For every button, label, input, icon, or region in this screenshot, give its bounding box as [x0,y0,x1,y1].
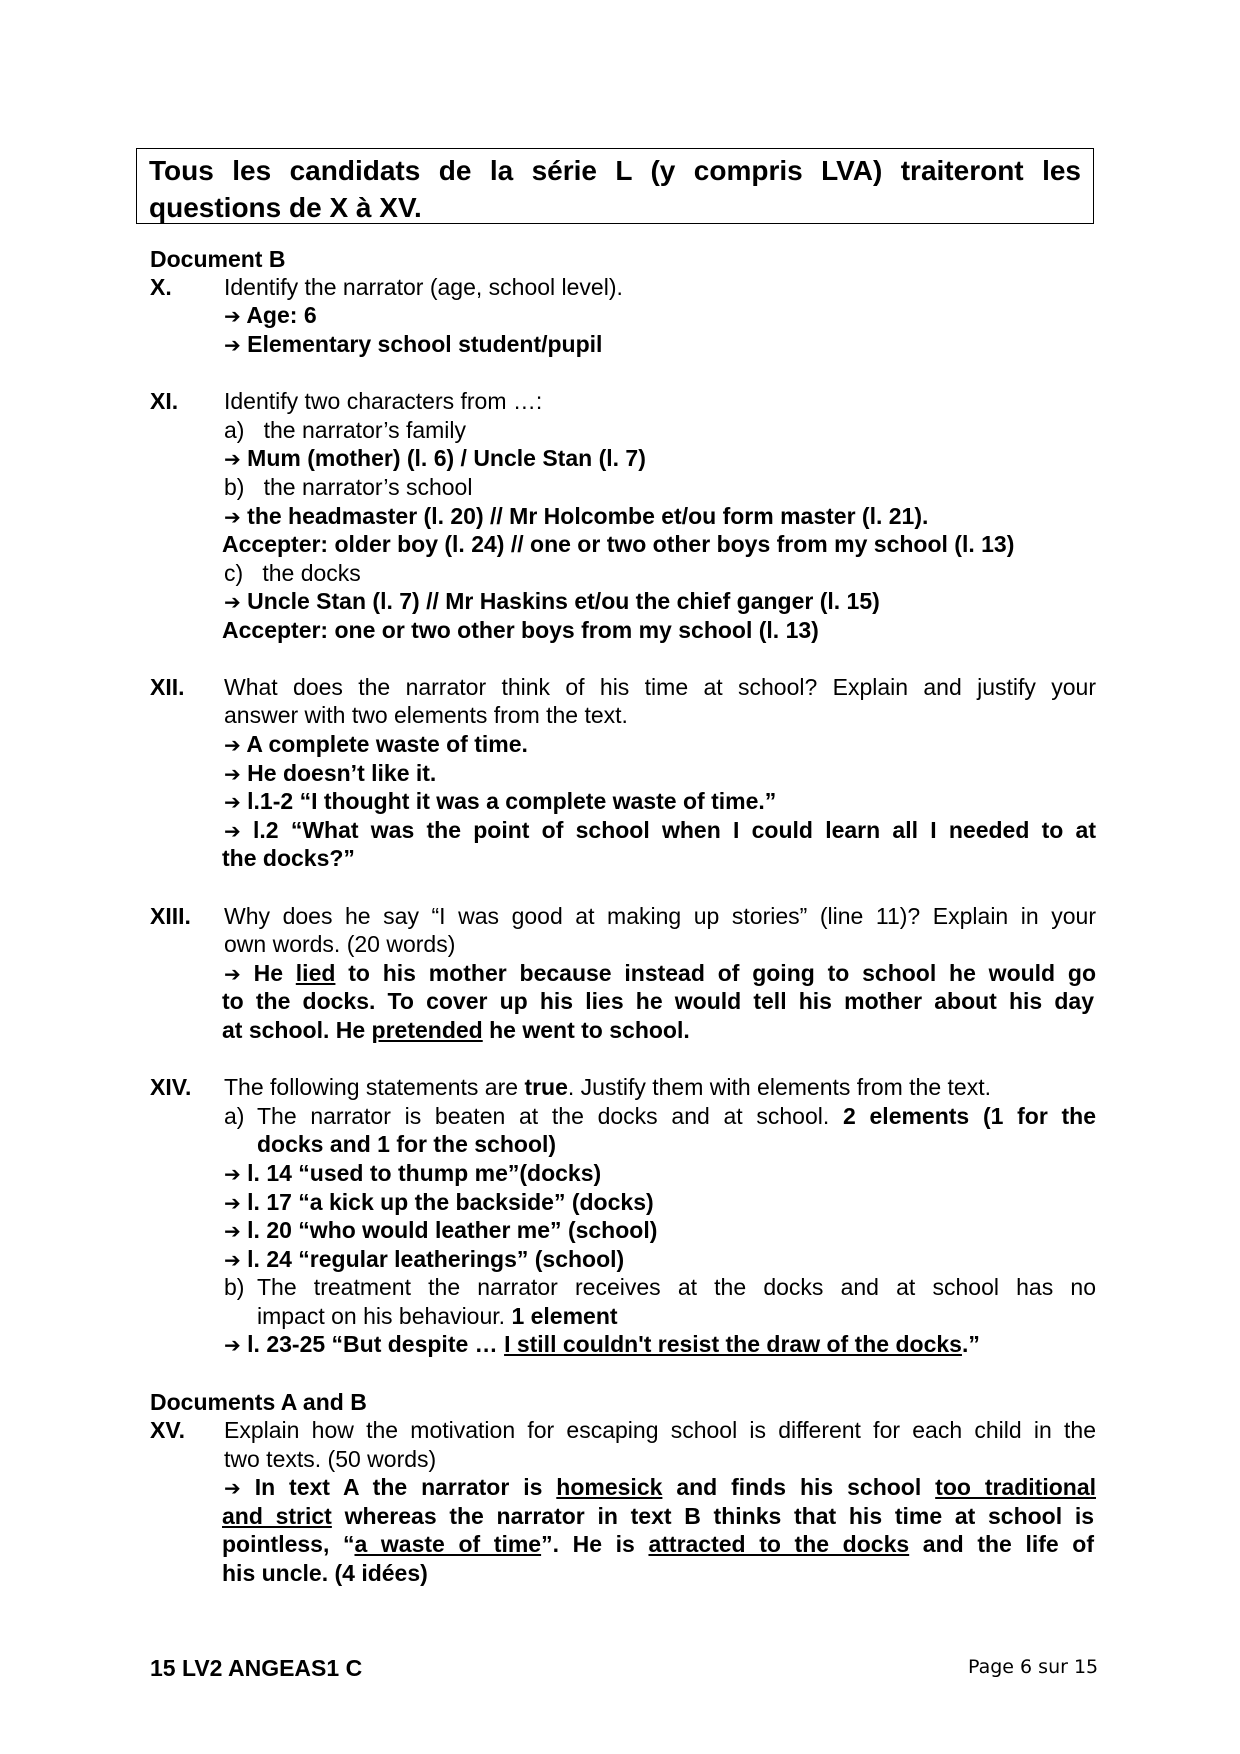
answer-line: ➔ He doesn’t like it. [224,760,437,786]
arrow-icon: ➔ [224,447,241,471]
question-number-xi: XI. [150,388,179,414]
arrow-icon: ➔ [224,304,241,328]
question-x-text: Identify the narrator (age, school level). [224,274,623,300]
question-xiii-text-2: own words. (20 words) [224,931,456,957]
arrow-icon: ➔ [224,1476,241,1500]
answer-line: ➔ He lied to his mother because instead of going to school he would go [224,960,1097,986]
arrow-icon: ➔ [224,333,241,357]
question-number-xii: XII. [150,674,185,700]
sub-question-b-text: The treatment the narrator receives at the docks and at school has no [257,1274,1096,1300]
answer-line: ➔ l.2 “What was the point of school when I could learn all I needed to at [224,817,1097,843]
answer-line-continued: his uncle. (4 idées) [222,1560,428,1586]
answer-line-continued: at school. He pretended he went to school. [222,1017,690,1043]
sub-question-b-label: b) [224,1274,245,1300]
question-number-xv: XV. [150,1417,185,1443]
arrow-icon: ➔ [224,733,241,757]
answer-line: ➔ l. 14 “used to thump me”(docks) [224,1160,602,1186]
arrow-icon: ➔ [224,962,241,986]
sub-question-a: a) the narrator’s family [224,417,467,443]
answer-line: ➔ Uncle Stan (l. 7) // Mr Haskins et/ou the chief ganger (l. 15) [224,588,880,614]
instructions-line-1: Tous les candidats de la série L (y compris LVA) traiteront les [149,155,1081,186]
arrow-icon: ➔ [224,1191,241,1215]
question-xii-text-2: answer with two elements from the text. [224,702,628,728]
arrow-icon: ➔ [224,1333,241,1357]
arrow-icon: ➔ [224,1248,241,1272]
answer-line: ➔ In text A the narrator is homesick and finds his school too traditional [224,1474,1096,1500]
arrow-icon: ➔ [224,762,241,786]
question-number-xiii: XIII. [150,903,191,929]
question-xi-text: Identify two characters from …: [224,388,543,414]
answer-line: ➔ l. 20 “who would leather me” (school) [224,1217,658,1243]
instructions-box [136,148,1094,224]
answer-line-continued: the docks?” [222,845,355,871]
answer-line: ➔ l. 17 “a kick up the backside” (docks) [224,1189,654,1215]
question-xv-text-1: Explain how the motivation for escaping school is different for each child in the [224,1417,1096,1443]
question-number-x: X. [150,274,172,300]
footer-page-number: Page 6 sur 15 [968,1656,1099,1678]
instructions-line-2: questions de X à XV. [149,192,422,223]
accepted-answer: Accepter: older boy (l. 24) // one or two other boys from my school (l. 13) [222,531,1015,557]
answer-line: ➔ Age: 6 [224,302,317,328]
answer-line: ➔ l. 23-25 “But despite … I still couldn't resist the draw of the docks.” [224,1331,980,1357]
question-number-xiv: XIV. [150,1074,192,1100]
sub-question-c: c) the docks [224,560,361,586]
arrow-icon: ➔ [224,790,241,814]
answer-line-continued: and strict whereas the narrator in text B thinks that his time at school is [222,1503,1095,1529]
answer-line: ➔ Mum (mother) (l. 6) / Uncle Stan (l. 7) [224,445,646,471]
answer-line-continued: to the docks. To cover up his lies he would tell his mother about his day [222,988,1094,1014]
sub-question-b: b) the narrator’s school [224,474,473,500]
question-xii-text-1: What does the narrator think of his time at school? Explain and justify your [224,674,1096,700]
arrow-icon: ➔ [224,1162,241,1186]
question-xv-text-2: two texts. (50 words) [224,1446,437,1472]
arrow-icon: ➔ [224,1219,241,1243]
sub-question-b-text-2: impact on his behaviour. 1 element [257,1303,618,1329]
footer-exam-code: 15 LV2 ANGEAS1 C [150,1655,363,1681]
sub-question-a-text-2: docks and 1 for the school) [257,1131,557,1157]
sub-question-a-text: The narrator is beaten at the docks and at school. 2 elements (1 for the [257,1103,1096,1129]
section-heading-document-b: Document B [150,246,286,272]
sub-question-a-label: a) [224,1103,245,1129]
arrow-icon: ➔ [224,590,241,614]
answer-line: ➔ A complete waste of time. [224,731,528,757]
accepted-answer: Accepter: one or two other boys from my school (l. 13) [222,617,819,643]
question-xiv-text: The following statements are true. Justify them with elements from the text. [224,1074,991,1100]
section-heading-documents-a-b: Documents A and B [150,1389,367,1415]
answer-line: ➔ l. 24 “regular leatherings” (school) [224,1246,625,1272]
question-xiii-text-1: Why does he say “I was good at making up stories” (line 11)? Explain in your [224,903,1096,929]
answer-line: ➔ Elementary school student/pupil [224,331,603,357]
arrow-icon: ➔ [224,505,241,529]
answer-line-continued: pointless, “a waste of time”. He is attracted to the docks and the life of [222,1531,1095,1557]
answer-line: ➔ l.1-2 “I thought it was a complete waste of time.” [224,788,777,814]
answer-line: ➔ the headmaster (l. 20) // Mr Holcombe et/ou form master (l. 21). [224,503,929,529]
arrow-icon: ➔ [224,819,241,843]
